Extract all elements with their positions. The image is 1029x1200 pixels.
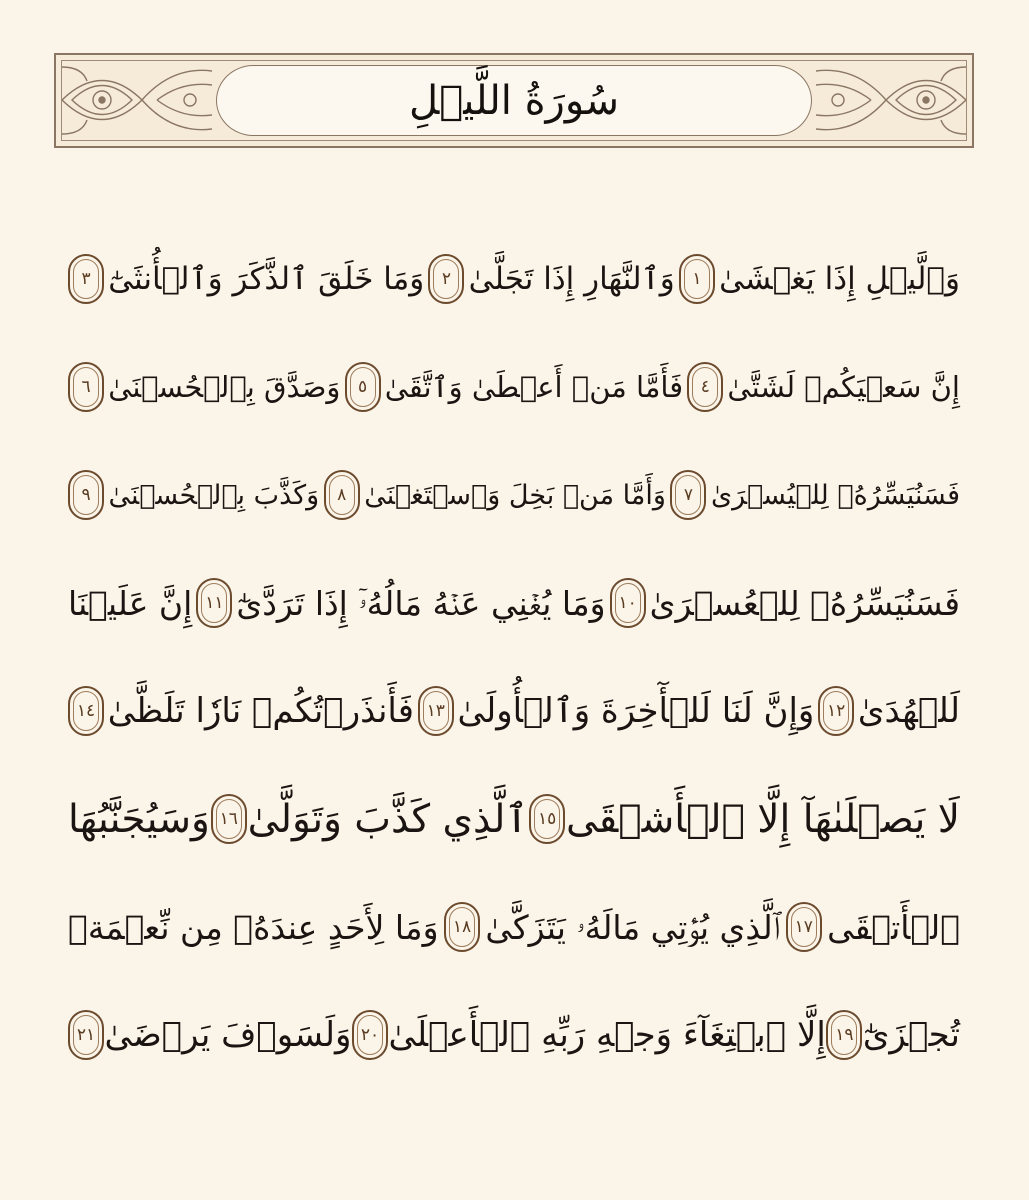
verse-line <box>68 333 960 441</box>
verse-text: وَإِنَّ لَنَا لَلۡأٓخِرَةَ وَٱلۡأُولَىٰ <box>457 691 815 731</box>
verse-line <box>68 441 960 549</box>
verse-text: فَسَنُيَسِّرُهُۥ لِلۡيُسۡرَىٰ <box>710 479 960 511</box>
verse-text: وَصَدَّقَ بِٱلۡحُسۡنَىٰ <box>108 369 341 404</box>
ayah-number-marker: ١١ <box>196 578 232 628</box>
ayah-number-marker: ٢١ <box>68 1010 104 1060</box>
verse-text: فَأَنذَرۡتُكُمۡ نَارٗا تَلَظَّىٰ <box>107 691 415 731</box>
ayah-number-marker: ٤ <box>687 362 723 412</box>
verse-text: وَأَمَّا مَنۢ بَخِلَ وَٱسۡتَغۡنَىٰ <box>364 479 666 511</box>
surah-title: سُورَةُ اللَّيۡلِ <box>408 77 620 124</box>
verse-text: ٱلَّذِي يُؤۡتِي مَالَهُۥ يَتَزَكَّىٰ <box>485 907 781 947</box>
verse-line <box>68 549 960 657</box>
ornament-left-icon <box>62 61 212 140</box>
ayah-number-marker: ١٩ <box>826 1010 862 1060</box>
verse-text: فَسَنُيَسِّرُهُۥ لِلۡعُسۡرَىٰ <box>649 583 960 623</box>
verse-text: فَأَمَّا مَنۡ أَعۡطَىٰ وَٱتَّقَىٰ <box>384 369 684 404</box>
ayah-number-marker: ٦ <box>68 362 104 412</box>
verse-text: لَلۡهُدَىٰ <box>857 691 960 731</box>
verse-text: وَسَيُجَنَّبُهَا <box>68 796 210 842</box>
ayah-number-marker: ١٠ <box>610 578 646 628</box>
ayah-number-marker: ٩ <box>68 470 104 520</box>
ayah-number-marker: ١٦ <box>211 794 247 844</box>
verse-text: وَكَذَّبَ بِٱلۡحُسۡنَىٰ <box>108 479 320 511</box>
verse-text: إِنَّ سَعۡيَكُمۡ لَشَتَّىٰ <box>727 369 960 404</box>
verse-text: إِنَّ عَلَيۡنَا <box>68 583 193 623</box>
verse-text: وَٱلنَّهَارِ إِذَا تَجَلَّىٰ <box>468 260 675 297</box>
ayah-number-marker: ١٣ <box>418 686 454 736</box>
ornament-right-icon <box>816 61 966 140</box>
ayah-number-marker: ٧ <box>670 470 706 520</box>
ayah-number-marker: ١ <box>679 254 715 304</box>
surah-header-frame <box>54 53 974 148</box>
verse-text: وَمَا لِأَحَدٍ عِندَهُۥ مِن نِّعۡمَةٖ <box>68 907 439 947</box>
verse-text: وَمَا خَلَقَ ٱلذَّكَرَ وَٱلۡأُنثَىٰٓ <box>108 260 425 297</box>
ayah-number-marker: ١٨ <box>444 902 480 952</box>
ayah-number-marker: ١٥ <box>529 794 565 844</box>
verse-text: لَا يَصۡلَىٰهَآ إِلَّا ٱلۡأَشۡقَى <box>565 796 960 842</box>
verse-text: وَٱلَّيۡلِ إِذَا يَغۡشَىٰ <box>719 260 960 297</box>
verse-text: تُجۡزَىٰٓ <box>862 1015 960 1055</box>
verse-line <box>68 657 960 765</box>
ayah-number-marker: ٥ <box>345 362 381 412</box>
verse-line <box>68 765 960 873</box>
verse-text: ٱلۡأَتۡقَى <box>827 907 960 947</box>
ayah-number-marker: ١٧ <box>786 902 822 952</box>
title-cartouche <box>216 65 812 136</box>
ayah-number-marker: ٣ <box>68 254 104 304</box>
ayah-number-marker: ٢٠ <box>352 1010 388 1060</box>
verse-text: إِلَّا ٱبۡتِغَآءَ وَجۡهِ رَبِّهِ ٱلۡأَعۡلَىٰ <box>388 1015 826 1055</box>
verse-line <box>68 225 960 333</box>
ayah-number-marker: ٨ <box>324 470 360 520</box>
verse-line <box>68 873 960 981</box>
verses-block <box>68 225 960 1089</box>
ayah-number-marker: ٢ <box>428 254 464 304</box>
verse-text: وَمَا يُغۡنِي عَنۡهُ مَالُهُۥٓ إِذَا تَرَدَّىٰٓ <box>236 583 606 623</box>
verse-text: ٱلَّذِي كَذَّبَ وَتَوَلَّىٰ <box>247 796 529 842</box>
ayah-number-marker: ١٢ <box>818 686 854 736</box>
ayah-number-marker: ١٤ <box>68 686 104 736</box>
verse-line <box>68 981 960 1089</box>
verse-text: وَلَسَوۡفَ يَرۡضَىٰ <box>104 1015 352 1055</box>
